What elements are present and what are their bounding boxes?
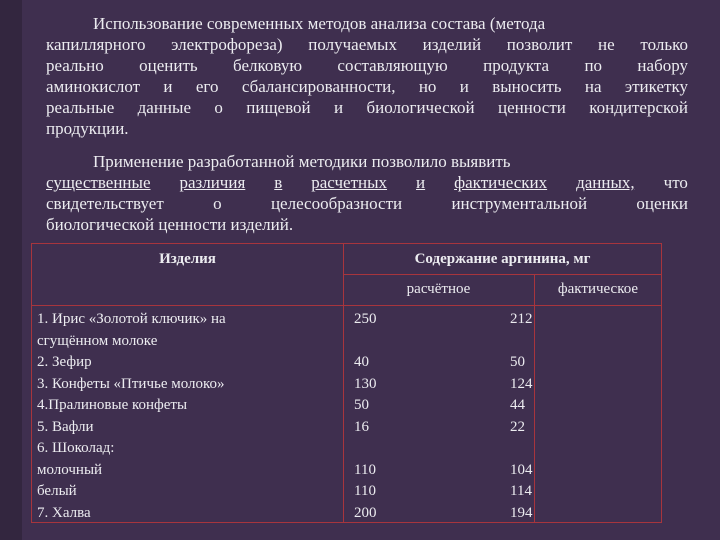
header-products: Изделия [159, 251, 216, 267]
calculated-value-cell: 110 [354, 461, 376, 478]
product-cell: молочный [37, 461, 103, 478]
paragraph-result-line: биологической ценности изделий. [46, 215, 294, 234]
paragraph-intro-line: капиллярного электрофореза) получаемых изделий позволит не только [46, 35, 688, 54]
paragraph-result-line: свидетельствует о целесообразности инструментальной оценки [46, 194, 688, 213]
product-cell: 2. Зефир [37, 354, 92, 370]
calculated-value-cell: 110 [354, 483, 376, 499]
product-cell: 7. Халва [37, 504, 91, 521]
calculated-value-cell: 40 [354, 354, 369, 370]
actual-value-cell: 22 [510, 418, 525, 435]
actual-value-cell: 44 [510, 397, 525, 413]
underlined-word: существенные [46, 173, 151, 192]
actual-value-cell: 194 [510, 504, 533, 521]
actual-value-cell [510, 438, 533, 460]
calculated-value-cell: 50 [354, 397, 369, 413]
table-divider [534, 274, 535, 523]
subheader-calculated: расчётное [406, 281, 471, 297]
underlined-word: в [274, 173, 283, 192]
product-cell: сгущённом молоке [37, 332, 158, 349]
underlined-word: и [416, 173, 426, 192]
paragraph-intro [46, 13, 688, 139]
product-cell: 5. Вафли [37, 418, 94, 435]
product-cell: 6. Шоколад: [37, 440, 115, 456]
calculated-value-cell: 130 [354, 375, 377, 392]
calculated-value-cell: 250 [354, 311, 377, 327]
underlined-word: различия [179, 173, 246, 192]
underlined-word: данных, [576, 173, 635, 192]
paragraph-result-underlined-line [46, 172, 688, 193]
paragraph-intro-line: реальные данные о пищевой и биологической ценности кондитерской [46, 98, 688, 117]
calculated-column [354, 309, 377, 524]
paragraph-intro-line: Использование современных методов анализа состава (метода [93, 14, 546, 33]
product-cell: 1. Ирис «Золотой ключик» на [37, 311, 226, 327]
word: что [663, 173, 688, 192]
actual-value-cell: 50 [510, 354, 525, 370]
actual-value-cell: 114 [510, 483, 532, 499]
table-divider [32, 305, 662, 306]
arginine-table [31, 243, 662, 523]
actual-value-cell: 124 [510, 375, 533, 392]
product-cell: белый [37, 483, 77, 499]
product-cell: 3. Конфеты «Птичье молоко» [37, 375, 225, 392]
calculated-value-cell: 16 [354, 418, 369, 435]
paragraph-result-line: Применение разработанной методики позволило выявить [93, 152, 511, 171]
header-arginine: Содержание аргинина, мг [414, 251, 591, 267]
actual-value-cell: 104 [510, 461, 533, 478]
actual-column [510, 309, 533, 524]
calculated-value-cell [354, 438, 377, 460]
underlined-word: фактических [454, 173, 548, 192]
table-divider [343, 274, 662, 275]
actual-value-cell [510, 331, 533, 353]
products-column [37, 309, 226, 524]
paragraph-intro-line: реально оценить белковую составляющую продукта по набору [46, 56, 688, 75]
underlined-word: расчетных [311, 173, 388, 192]
left-accent-bar [0, 0, 22, 540]
paragraph-intro-line: продукции. [46, 119, 129, 138]
calculated-value-cell [354, 331, 377, 353]
subheader-actual: фактическое [557, 281, 639, 297]
paragraph-intro-line: аминокислот и его сбалансированности, но и выносить на этикетку [46, 77, 688, 96]
paragraph-result [46, 151, 688, 235]
calculated-value-cell: 200 [354, 504, 377, 521]
product-cell: 4.Пралиновые конфеты [37, 397, 188, 413]
actual-value-cell: 212 [510, 311, 533, 327]
